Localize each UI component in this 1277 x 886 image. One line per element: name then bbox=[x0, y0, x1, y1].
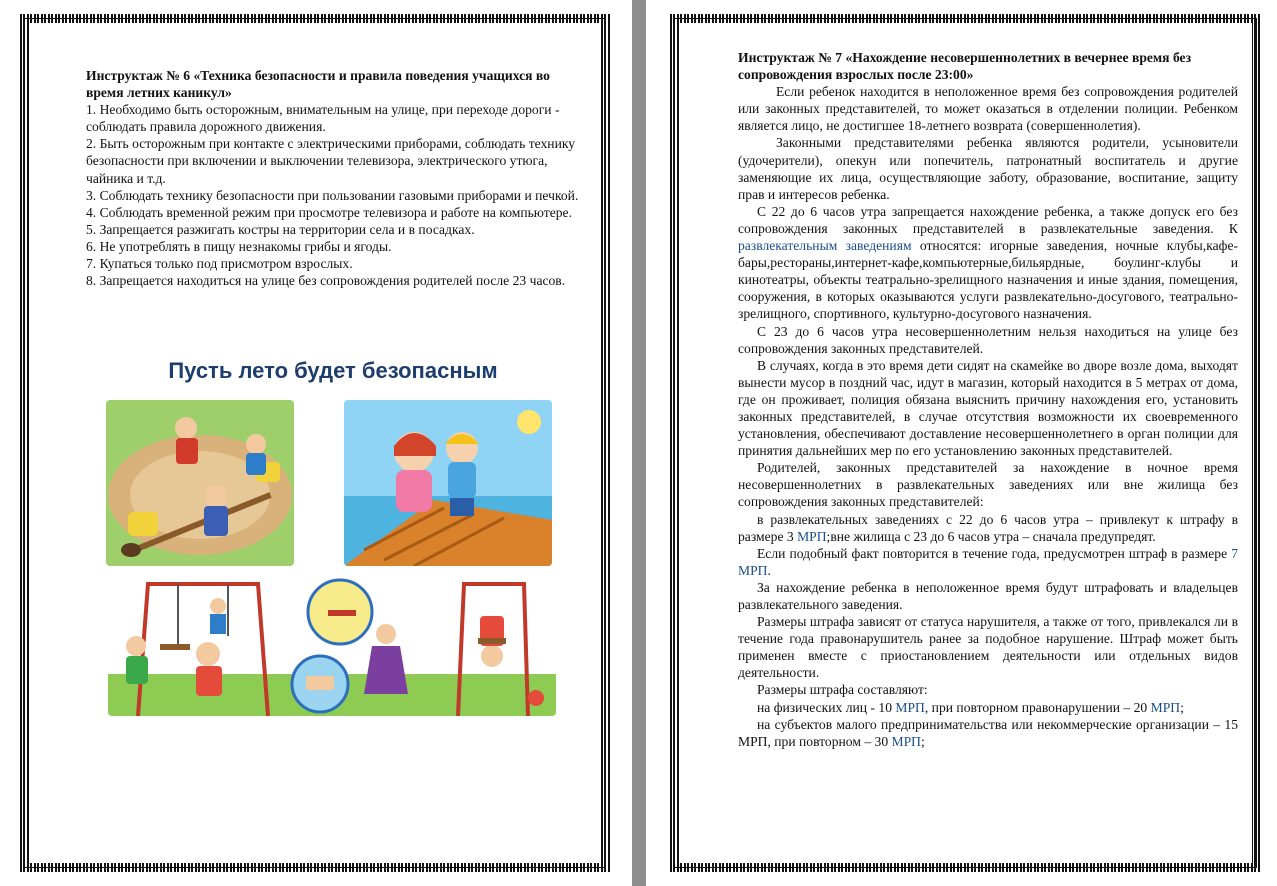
rule-item: 5. Запрещается разжигать костры на территории села и в посадках. bbox=[86, 221, 475, 237]
paragraph-text: . bbox=[767, 562, 771, 578]
paragraph-text: в развлекательных заведениях с 22 до 6 часов утра – привлекут к штрафу в размере 3 bbox=[738, 511, 1238, 544]
entertainment-venues-link[interactable]: развлекательным заведениям bbox=[738, 238, 912, 254]
rule-item: 4. Соблюдать временной режим при просмотре телевизора и работе на компьютере. bbox=[86, 204, 572, 220]
paragraph bbox=[738, 511, 1238, 545]
mrp-link[interactable]: 7 МРП bbox=[738, 545, 1238, 578]
paragraph bbox=[738, 699, 1238, 716]
paragraph: Если ребенок находится в неположенное время без сопровождения родителей или законных представителей, то может оказаться в отделении полиции. Ребенком является лицо, не достигшее 18-летнего возврата (совершеннолетия). bbox=[738, 84, 1238, 134]
mrp-link[interactable]: МРП bbox=[895, 699, 925, 715]
mrp-link[interactable]: МРП bbox=[1150, 699, 1181, 715]
rule-item: 1. Необходимо быть осторожным, внимательным на улице, при переходе дороги - соблюдать правила дорожного движения. bbox=[86, 102, 560, 135]
paragraph-text: ;вне жилища с 23 до 6 часов утра – сначала предупредят. bbox=[826, 528, 1156, 544]
instruction-6-title: Инструктаж № 6 «Техника безопасности и правила поведения учащихся во время летних каникул» bbox=[86, 68, 550, 101]
page-left bbox=[0, 0, 632, 886]
paragraph: Родителей, законных представителей за нахождение в ночное время несовершеннолетних в развлекательных заведениях или вне жилища без сопровождения законных представителей: bbox=[738, 460, 1238, 510]
safety-poster bbox=[104, 354, 562, 720]
paragraph-text: С 22 до 6 часов утра запрещается нахождение ребенка, а также допуск его без сопровождения законных представителей в развлекательные заведения. К bbox=[738, 203, 1238, 236]
paragraph-text: ; bbox=[1180, 699, 1184, 715]
instruction-6 bbox=[86, 67, 588, 289]
paragraph: Законными представителями ребенка являются родители, усыновители (удочерители), опекун или попечитель, патронатный воспитатель и другие заменяющие их лица, осуществляющие заботу, образование, воспитание, защиту прав и интересов ребенка. bbox=[738, 135, 1238, 202]
instruction-7 bbox=[738, 49, 1238, 750]
paragraph bbox=[738, 203, 1238, 323]
rule-item: 2. Быть осторожным при контакте с электрическими приборами, соблюдать технику безопасности при включении и выключении телевизора, электрического утюга, чайника и т.д. bbox=[86, 136, 576, 186]
rule-item: 3. Соблюдать технику безопасности при пользовании газовыми приборами и печкой. bbox=[86, 187, 579, 203]
paragraph bbox=[738, 545, 1238, 579]
rule-item: 8. Запрещается находиться на улице без сопровождения родителей после 23 часов. bbox=[86, 273, 566, 289]
rule-item: 7. Купаться только под присмотром взрослых. bbox=[86, 256, 353, 272]
poster-title: Пусть лето будет безопасным bbox=[168, 358, 498, 383]
paragraph: За нахождение ребенка в неположенное время будут штрафовать и владельцев развлекательного заведения. bbox=[738, 579, 1238, 612]
paragraph-text: на субъектов малого предпринимательства или некоммерческие организации – 15 МРП, при повторном – 30 bbox=[738, 716, 1238, 749]
paragraph bbox=[738, 716, 1238, 750]
mrp-link[interactable]: МРП bbox=[797, 528, 827, 544]
instruction-7-title: Инструктаж № 7 «Нахождение несовершеннолетних в вечернее время без сопровождения взрослых после 23:00» bbox=[738, 50, 1192, 83]
paragraph: Размеры штрафа зависят от статуса нарушителя, а также от того, привлекался ли в течение года правонарушитель ранее за подобное нарушение. Штраф может быть применен вместе с приостановлением деятельности или отдельных видов деятельности. bbox=[738, 614, 1238, 681]
mrp-link[interactable]: МРП bbox=[891, 733, 921, 749]
page-right bbox=[646, 0, 1277, 886]
paragraph-text: Если подобный факт повторится в течение года, предусмотрен штраф в размере bbox=[757, 545, 1232, 561]
paragraph-text: на физических лиц - 10 bbox=[757, 699, 896, 715]
paragraph-text: ; bbox=[920, 733, 925, 749]
paragraph: Размеры штрафа составляют: bbox=[757, 682, 928, 698]
paragraph-text: относятся: игорные заведения, ночные клубы,кафе-бары,рестораны,интернет-кафе,компьютерные,бильярдные, боулинг-клубы и кинотеатры, объекты театрально-зрелищного назначения и иные здания, помещения, сооружения, в которых оказываются услуги развлекательно-досугового, театрально-зрелищного, спортивного, культурно-досугового назначения. bbox=[738, 238, 1239, 322]
playground-seesaw-picture bbox=[106, 400, 294, 566]
paragraph: В случаях, когда в это время дети сидят на скамейке во дворе возле дома, выходят вынести мусор в поздний час, идут в магазин, который находится в 5 метрах от дома, где он проживает, полиция обязана выяснить причину нахождения его, установить законных представителей, в случае отсутствия возможности их своевременного установления, обеспечивают доставление несовершеннолетнего в орган полиции для принятия дальнейших мер по его установлению законных представителей. bbox=[738, 357, 1238, 459]
page-gutter bbox=[632, 0, 646, 886]
paragraph: С 23 до 6 часов утра несовершеннолетним нельзя находиться на улице без сопровождения законных представителей. bbox=[738, 323, 1238, 356]
swings-picture bbox=[108, 576, 556, 716]
paragraph-text: , при повторном правонарушении – 20 bbox=[924, 699, 1151, 715]
rule-item: 6. Не употреблять в пищу незнакомы грибы и ягоды. bbox=[86, 238, 392, 254]
children-on-pier-picture bbox=[344, 400, 552, 566]
